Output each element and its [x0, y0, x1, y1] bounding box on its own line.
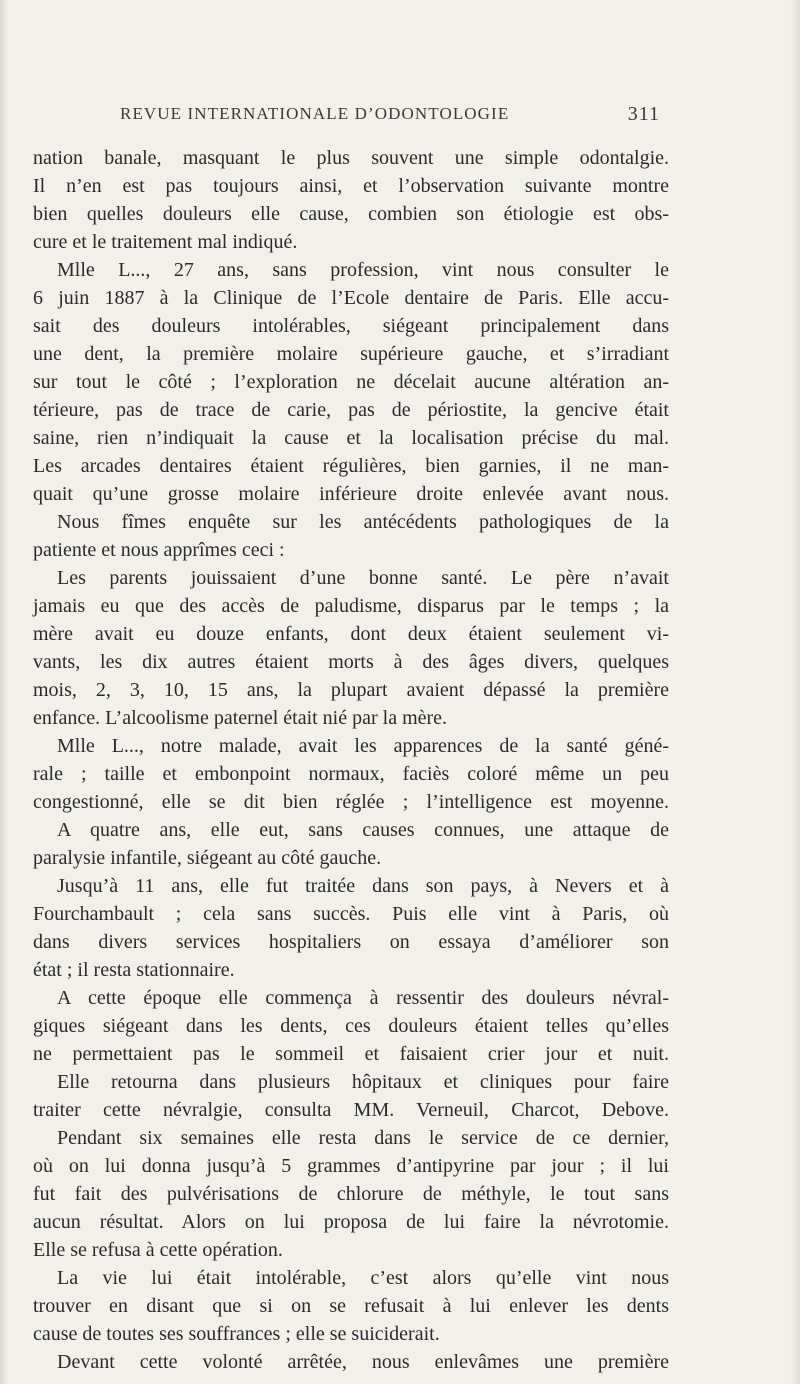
text-line: aucun résultat. Alors on lui proposa de lui faire la névrotomie.	[33, 1211, 669, 1233]
text-line: Les parents jouissaient d’une bonne santé. Le père n’avait	[57, 567, 669, 589]
text-line: ne permettaient pas le sommeil et faisaient crier jour et nuit.	[33, 1043, 669, 1065]
text-line: mère avait eu douze enfants, dont deux étaient seulement vi-	[33, 623, 669, 645]
page-number: 311	[627, 103, 660, 125]
text-line: paralysie infantile, siégeant au côté gauche.	[33, 847, 382, 869]
text-line: bien quelles douleurs elle cause, combien son étiologie est obs-	[33, 203, 669, 225]
text-line: Il n’en est pas toujours ainsi, et l’observation suivante montre	[33, 175, 669, 197]
text-line: vants, les dix autres étaient morts à des âges divers, quelques	[33, 651, 669, 673]
journal-title: REVUE INTERNATIONALE D’ODONTOLOGIE	[120, 104, 510, 123]
text-line: Fourchambault ; cela sans succès. Puis elle vint à Paris, où	[33, 903, 669, 925]
page-edge-shadow-right	[790, 0, 800, 1384]
text-line: dans divers services hospitaliers on essaya d’améliorer son	[33, 931, 669, 953]
text-line: 6 juin 1887 à la Clinique de l’Ecole dentaire de Paris. Elle accu-	[33, 287, 669, 309]
running-head	[120, 104, 660, 128]
text-line: sur tout le côté ; l’exploration ne décelait aucune altération an-	[33, 371, 669, 393]
text-line: mois, 2, 3, 10, 15 ans, la plupart avaient dépassé la première	[33, 679, 669, 701]
text-line: enfance. L’alcoolisme paternel était nié par la mère.	[33, 707, 448, 729]
text-line: A quatre ans, elle eut, sans causes connues, une attaque de	[57, 819, 669, 841]
text-line: nation banale, masquant le plus souvent une simple odontalgie.	[33, 147, 669, 169]
text-line: Les arcades dentaires étaient régulières, bien garnies, il ne man-	[33, 455, 669, 477]
text-line: où on lui donna jusqu’à 5 grammes d’antipyrine par jour ; il lui	[33, 1155, 669, 1177]
text-line: Nous fîmes enquête sur les antécédents pathologiques de la	[57, 511, 669, 533]
text-line: traiter cette névralgie, consulta MM. Verneuil, Charcot, Debove.	[33, 1099, 669, 1121]
text-line: cure et le traitement mal indiqué.	[33, 231, 298, 253]
text-line: patiente et nous apprîmes ceci :	[33, 539, 285, 561]
text-line: une dent, la première molaire supérieure gauche, et s’irradiant	[33, 343, 669, 365]
text-line: sait des douleurs intolérables, siégeant principalement dans	[33, 315, 669, 337]
text-line: jamais eu que des accès de paludisme, disparus par le temps ; la	[33, 595, 669, 617]
text-line: quait qu’une grosse molaire inférieure droite enlevée avant nous.	[33, 483, 669, 505]
text-line: trouver en disant que si on se refusait à lui enlever les dents	[33, 1295, 669, 1317]
text-line: térieure, pas de trace de carie, pas de périostite, la gencive était	[33, 399, 669, 421]
text-line: Elle se refusa à cette opération.	[33, 1239, 283, 1261]
text-line: Devant cette volonté arrêtée, nous enlevâmes une première	[57, 1351, 669, 1373]
text-line: saine, rien n’indiquait la cause et la localisation précise du mal.	[33, 427, 669, 449]
text-line: A cette époque elle commença à ressentir des douleurs névral-	[57, 987, 669, 1009]
text-line: Elle retourna dans plusieurs hôpitaux et cliniques pour faire	[57, 1071, 669, 1093]
text-line: congestionné, elle se dit bien réglée ; l’intelligence est moyenne.	[33, 791, 669, 813]
text-line: fut fait des pulvérisations de chlorure de méthyle, le tout sans	[33, 1183, 669, 1205]
text-line: rale ; taille et embonpoint normaux, faciès coloré même un peu	[33, 763, 669, 785]
text-line: cause de toutes ses souffrances ; elle se suiciderait.	[33, 1323, 440, 1345]
text-line: giques siégeant dans les dents, ces douleurs étaient telles qu’elles	[33, 1015, 669, 1037]
text-line: Pendant six semaines elle resta dans le service de ce dernier,	[57, 1127, 669, 1149]
text-line: Jusqu’à 11 ans, elle fut traitée dans son pays, à Nevers et à	[57, 875, 669, 897]
page-edge-shadow-left	[0, 0, 8, 1384]
text-line: La vie lui était intolérable, c’est alors qu’elle vint nous	[57, 1267, 669, 1289]
text-line: état ; il resta stationnaire.	[33, 959, 235, 981]
text-line: Mlle L..., 27 ans, sans profession, vint nous consulter le	[57, 259, 669, 281]
text-line: Mlle L..., notre malade, avait les apparences de la santé géné-	[57, 735, 669, 757]
